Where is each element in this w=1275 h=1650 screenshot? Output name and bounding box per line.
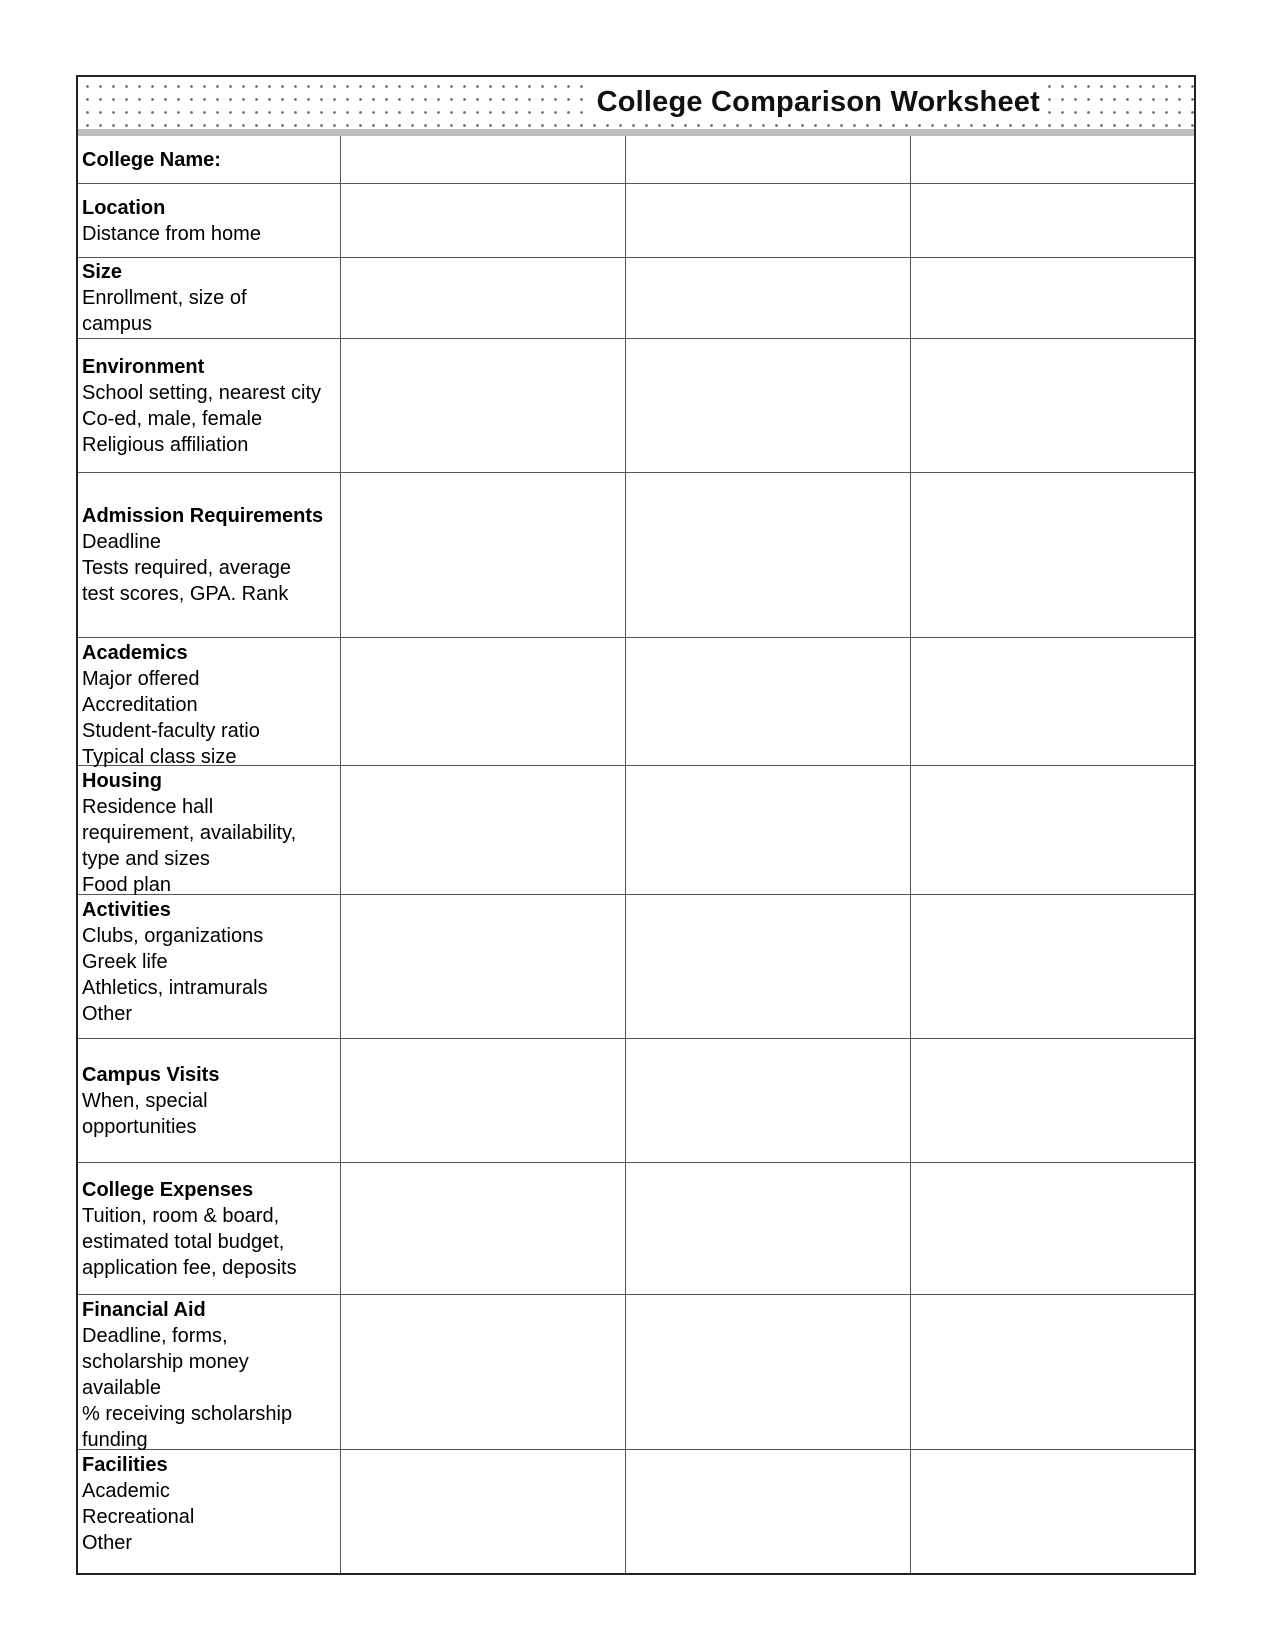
college-3-entry [911,638,1194,766]
college-2-entry [626,339,911,473]
college-2-entry [626,136,911,184]
college-1-entry [341,766,626,895]
row-heading: College Name: [82,148,221,171]
college-1-entry [341,1295,626,1450]
row-detail: Deadline Tests required, average test scores, GPA. Rank [82,531,292,605]
college-1-entry [341,184,626,258]
row-detail: Residence hall requirement, availability, type and sizes Food plan [82,796,297,896]
college-2-entry [626,1450,911,1573]
row-detail: Tuition, room & board, estimated total budget, application fee, deposits [82,1204,297,1279]
row-heading: Size [82,261,123,283]
title-bar [78,77,1194,129]
row-label [78,638,341,766]
row-label [78,258,341,339]
college-3-entry [911,258,1194,339]
college-3-entry [911,136,1194,184]
college-1-entry [341,136,626,184]
row-label [78,136,341,184]
row-detail: Deadline, forms, scholarship money available % receiving scholarship funding [82,1325,293,1451]
college-1-entry [341,473,626,638]
college-2-entry [626,258,911,339]
college-3-entry [911,766,1194,895]
row-label [78,1039,341,1163]
college-1-entry [341,638,626,766]
college-3-entry [911,1163,1194,1295]
college-1-entry [341,895,626,1039]
college-3-entry [911,473,1194,638]
row-label [78,1295,341,1450]
row-detail: Major offered Accreditation Student-faculty ratio Typical class size [82,668,260,768]
college-2-entry [626,1039,911,1163]
row-heading: Facilities [82,1454,168,1476]
college-2-entry [626,638,911,766]
row-label [78,473,341,638]
worksheet [76,75,1196,1575]
college-2-entry [626,1295,911,1450]
row-label [78,339,341,473]
college-2-entry [626,184,911,258]
college-1-entry [341,1163,626,1295]
college-2-entry [626,473,911,638]
row-heading: College Expenses [82,1178,254,1201]
row-heading: Environment [82,355,205,378]
college-3-entry [911,1450,1194,1573]
comparison-table [78,136,1194,1573]
college-3-entry [911,895,1194,1039]
row-detail: Academic Recreational Other [82,1480,195,1554]
college-2-entry [626,1163,911,1295]
row-heading: Activities [82,899,171,921]
row-heading: Location [82,196,166,219]
row-label [78,1450,341,1573]
row-heading: Academics [82,642,188,664]
row-heading: Financial Aid [82,1299,206,1321]
college-2-entry [626,895,911,1039]
college-1-entry [341,339,626,473]
page-title: College Comparison Worksheet [593,84,1044,120]
college-3-entry [911,1039,1194,1163]
college-1-entry [341,258,626,339]
row-heading: Admission Requirements [82,505,324,527]
row-label [78,184,341,258]
row-label [78,766,341,895]
row-detail: When, special opportunities [82,1089,208,1138]
row-heading: Housing [82,770,162,792]
row-detail: Enrollment, size of campus [82,287,247,335]
row-detail: Clubs, organizations Greek life Athletics, intramurals Other [82,925,268,1025]
row-detail: Distance from home [82,222,261,245]
title-underline [78,129,1194,136]
college-3-entry [911,1295,1194,1450]
college-3-entry [911,184,1194,258]
college-2-entry [626,766,911,895]
row-detail: School setting, nearest city Co-ed, male, female Religious affiliation [82,381,322,456]
college-1-entry [341,1450,626,1573]
row-label [78,1163,341,1295]
college-1-entry [341,1039,626,1163]
row-label [78,895,341,1039]
college-3-entry [911,339,1194,473]
row-heading: Campus Visits [82,1063,220,1086]
